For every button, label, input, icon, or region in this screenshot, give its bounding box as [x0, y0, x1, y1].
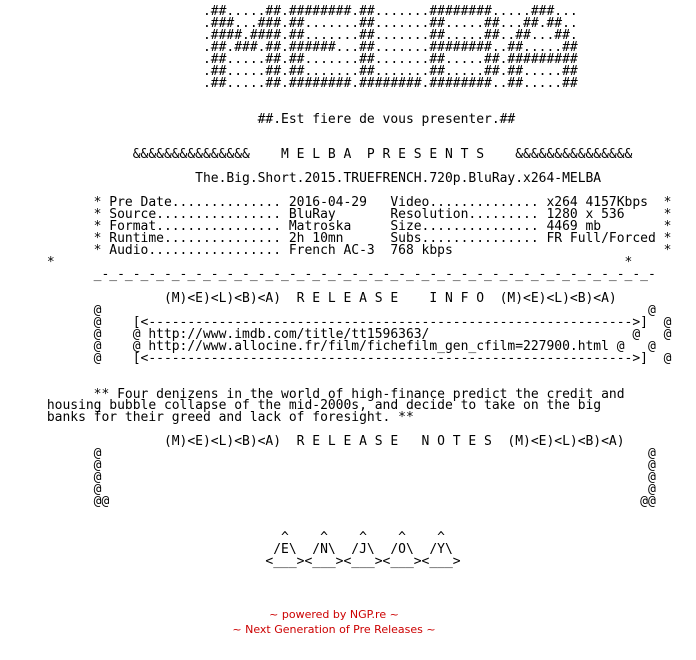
footer-tagline: ~ Next Generation of Pre Releases ~ — [232, 623, 436, 636]
footer-powered-by: ~ powered by NGP.re ~ — [269, 608, 399, 621]
nfo-text: .##.....##.########.##.......########.....###... .###...###.##.......##.......##.....##...##.##.. .####.####.##.......##.......##.....##..##...##. .##.###.##.######...##.......########..##.....## .##.....##.##.......##.......##.....##.######### .##.....##.##.......##.......##.....##.##.....## .##.....##.########.########.########..##.....## ##.Est fiere de vous presenter.## &&&&&&&&&&&&&&& M E L B A P R E S E N T S &&&&&&&&&&&&&&& The.Big.Short.2015.TRUEFRENCH.720p.BluRay.x264-MELBA * Pre Date.............. 2016-04-29 Video.............. x264 4157Kbps * * Source................ BluRay Resolution......... 1280 x 536 * * Format................ Matroska Size............... 4469 mb * * Runtime............... 2h 10mn Subs............... FR Full/Forced * * Audio................. French AC-3 768 kbps * * * _-_-_-_-_-_-_-_-_-_-_-_-_-_-_-_-_-_-_-_-_-_-_-_-_-_-_-_-_-_-_-_-_-_-_-_- (M)<E)<L)<B)<A) R E L E A S E I N F O (M)<E)<L)<B)<A) @ @ @ [<-------------------------------------------------------------->] @ @ @ http://www.imdb.com/title/tt1596363/ @ @ @ @ http://www.allocine.fr/film/fichefilm_gen_cfilm=227900.html @ @ @ [<-------------------------------------------------------------->] @ ** Four denizens in the world of high-finance predict the credit and housing bubble collapse of the mid-2000s, and decide to take on the big banks for their greed and lack of foresight. ** (M)<E)<L)<B)<A) R E L E A S E N O T E S (M)<E)<L)<B)<A) @ @ @ @ @ @ @ @ @@ @@ ^ ^ ^ ^ ^ /E\ /N\ /J\ /O\ /Y\ <___><___><___><___><___> — [46, 4, 672, 569]
